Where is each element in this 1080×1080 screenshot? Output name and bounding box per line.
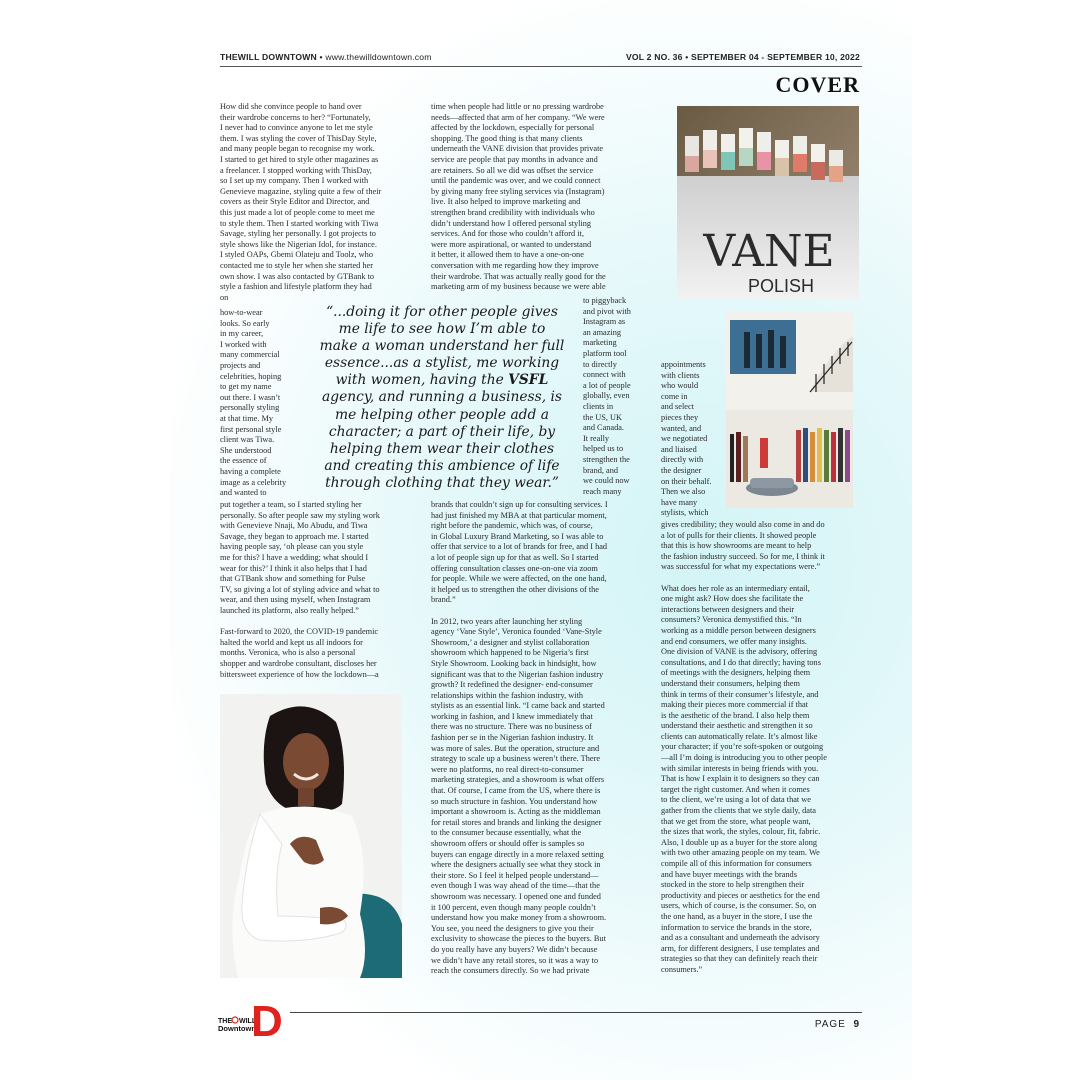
svg-text:THE: THE [218, 1018, 232, 1025]
header-rule [220, 66, 862, 67]
column-3-bottom-text: gives credibility; they would also come in and do a lot of pulls for their clients. It showed people that this is how showrooms are meant to help the fashion industry succeed. So for me, I think it was successful for what my expectations were.” What does her role as an intermediary entail, one might ask? How does she facilitate the interactions between designers and their consumers? Veronica demystified this. “In working as a middle person between designers and end consumers, we offer many insights. One division of VANE is the advisory, offering consultations, and I do that directly; having tons of meetings with the designers, helping them understand their consumers, helping them think in terms of their consumer’s lifestyle, and making their pieces more commercial if that is the aesthetic of the brand. I also help them understand their aesthetic and strengthen it so clients can automatically relate. It’s almost like your character; if you’re soft-spoken or outgoing —all I’m doing is introducing you to other people with similar interests in being friends with you. That is how I explain it to designers so they can target the right customer. And when it comes to the client, we’re using a lot of data that we gather from the clients that we style daily, data that we get from the store, what people want, the sizes that work, the styles, colour, fit, fabric. Also, I double up as a buyer for the store along with two other amazing people on my team. We compile all of this information for consumers and have buyer meetings with the brands stocked in the store to help strengthen their productivity and pieces or aesthetics for the end users, which of course, is the consumer. So, on the one hand, as a buyer in the store, I use the information to service the brands in the store, and as a consultant and underneath the advisory arm, for different designers, I use templates and strategies so that they can definitely reach their consumers.” [661, 520, 827, 974]
page-number: PAGE 9 [814, 1019, 860, 1030]
site-url[interactable]: www.thewilldowntown.com [325, 52, 432, 62]
portrait-photo [220, 694, 402, 978]
showroom-illustration [726, 312, 853, 508]
vane-polish-photo [677, 106, 859, 300]
column-2-wrap-text: to piggyback and pivot with Instagram as an amazing marketing platform tool to directly connect with a lot of people globally, even clients in the US, UK and Canada. It really helped us to strengthen the brand, and we could now reach many [583, 296, 631, 496]
section-title: COVER [775, 72, 860, 97]
column-1-top-text: How did she convince people to hand over their wardrobe concerns to her? “Fortunately, I never had to convince anyone to let me style them. I was styling the cover of ThisDay Style, and many people began to recognise my work. I started to get hired to style other magazines as a freelancer. I stopped working with ThisDay, so I set up my company. Then I worked with Genevieve magazine, styling quite a few of their covers as their Style Editor and Director, and this just made a lot of people come to meet me to style them. Then I started working with Tiwa Savage, styling her personally. I got projects to style shows like the Nigerian Idol, for instance. I styled OAPs, Gbemi Olateju and Toolz, who contacted me to style her when she started her own show. I was also contacted by GTBank to style a fashion and lifestyle platform they had on [220, 102, 382, 302]
pull-quote: “...doing it for other people gives me life to see how I’m able to make a woman understand her full essence...as a stylist, me working with women, having the VSFL agency, and running a business, is me helping other people add a character; a part of their life, by helping them wear their clothes and creating this ambience of life through clothing that they wear.” [319, 304, 565, 491]
issue-info: VOL 2 NO. 36 • SEPTEMBER 04 - SEPTEMBER 10, 2022 [625, 52, 860, 62]
column-1-wrap-text: how-to-wear looks. So early in my career, I worked with many commercial projects and celebrities, hoping to get my name out there. I wasn’t personally styling at that time. My first personal style client was Tiwa. She understood the essence of having a complete image as a celebrity and wanted to [220, 308, 287, 498]
pull-quote-emphasis: VSFL [508, 372, 549, 389]
footer-rule [290, 1012, 862, 1013]
brand-name: THEWILL DOWNTOWN [220, 52, 317, 62]
column-2-bottom-text: brands that couldn’t sign up for consulting services. I had just finished my MBA at that particular moment, right before the pandemic, which was, of course, in Global Luxury Brand Marketing, so I was able to offer that service to a lot of brands for free, and I had a lot of people sign up for that as well. So I started offering consultation classes one-on-one via zoom for people. While we were affected, on the one hand, it helped us to strengthen the other divisions of the brand.” In 2012, two years after launching her styling agency ‘Vane Style’, Veronica founded ‘Vane-Style Showroom,’ a designer and stylist collaboration showroom which happened to be Nigeria’s first Style Showroom. Looking back in hindsight, how significant was that to the Nigerian fashion industry growth? It redefined the designer- end-consumer relationships within the fashion industry, with stylists as an essential link. “I came back and started working in fashion, and I knew immediately that there was no structure. There was no business of fashion per se in the Nigerian fashion industry. It was more of sales. But the operation, structure and strategy to scale up a business weren’t there. There were no platforms, no real direct-to-consumer marketing strategies, and a showroom is what offers that. Of course, I came from the US, where there is so much structure in fashion. You understand how important a showroom is. Acting as the middleman for retail stores and brands and linking the designer to the consumer because essentially, what the showroom offers or should offer is samples so buyers can engage directly in a more relaxed setting where the designers actually see what they stock in their store. So I feel it helped people understand— even though I was way ahead of the time—that the showroom was necessary. I opened one and funded it 100 percent, even though many people couldn’t understand how you make money from a showroom. You see, you need the designers to give you their exclusivity to showcase the pieces to the buyers. But do you really have any buyers? We didn’t because we didn’t have any retail stores, so it was a way to reach the consumers directly. So we had private [431, 500, 608, 976]
svg-text:WILL: WILL [239, 1018, 257, 1025]
thewill-downtown-logo[interactable] [218, 998, 288, 1038]
column-2-top-text: time when people had little or no pressing wardrobe needs—affected that arm of her company. “We were affected by the lockdown, especially for personal shopping. The good thing is that many clients underneath the VANE division that provides private service are people that pay months in advance and are retainers. So all we did was offset the service until the pandemic was over, and we could connect by giving many free styling services via (Instagram) live. It also helped to improve marketing and strengthen brand credibility with individuals who didn’t understand how I offered personal styling services. And for those who couldn’t afford it, were more aspirational, or wanted to understand it better, it allowed them to have a one-on-one conversation with me regarding how they improve their wardrobe. That was actually really good for the marketing arm of my business because we were able [431, 102, 606, 292]
polish-illustration [677, 106, 859, 300]
showroom-photo [726, 312, 853, 508]
wall-painting [730, 320, 796, 374]
vane-logo-text: VANE [703, 226, 835, 277]
column-1-bottom-text: put together a team, so I started styling her personally. So after people saw my styling work with Genevieve Nnaji, Mo Abudu, and Tiwa Savage, they began to approach me. I started having people say, ‘oh please can you style me for this? I have a wedding; what should I wear for this?’ I think it also helps that I had that GTBank show and something for Pulse TV, so giving a lot of styling advice and what to wear, and then using myself, when Instagram launched its platform, also really helped.” Fast-forward to 2020, the COVID-19 pandemic halted the world and kept us all indoors for months. Veronica, who is also a personal shopper and wardrobe consultant, discloses her bittersweet experience of how the lockdown—a [220, 500, 380, 679]
svg-text:Downtown: Downtown [218, 1024, 256, 1033]
polish-label: POLISH [747, 276, 815, 296]
masthead: THEWILL DOWNTOWN • www.thewilldowntown.com [220, 52, 432, 62]
portrait-illustration [220, 694, 402, 978]
logo-d-mark: D [251, 998, 283, 1038]
column-3-wrap-text: appointments with clients who would come in and select pieces they wanted, and we negotiated and liaised directly with the designer on their behalf. Then we also have many stylists, which [661, 360, 712, 518]
